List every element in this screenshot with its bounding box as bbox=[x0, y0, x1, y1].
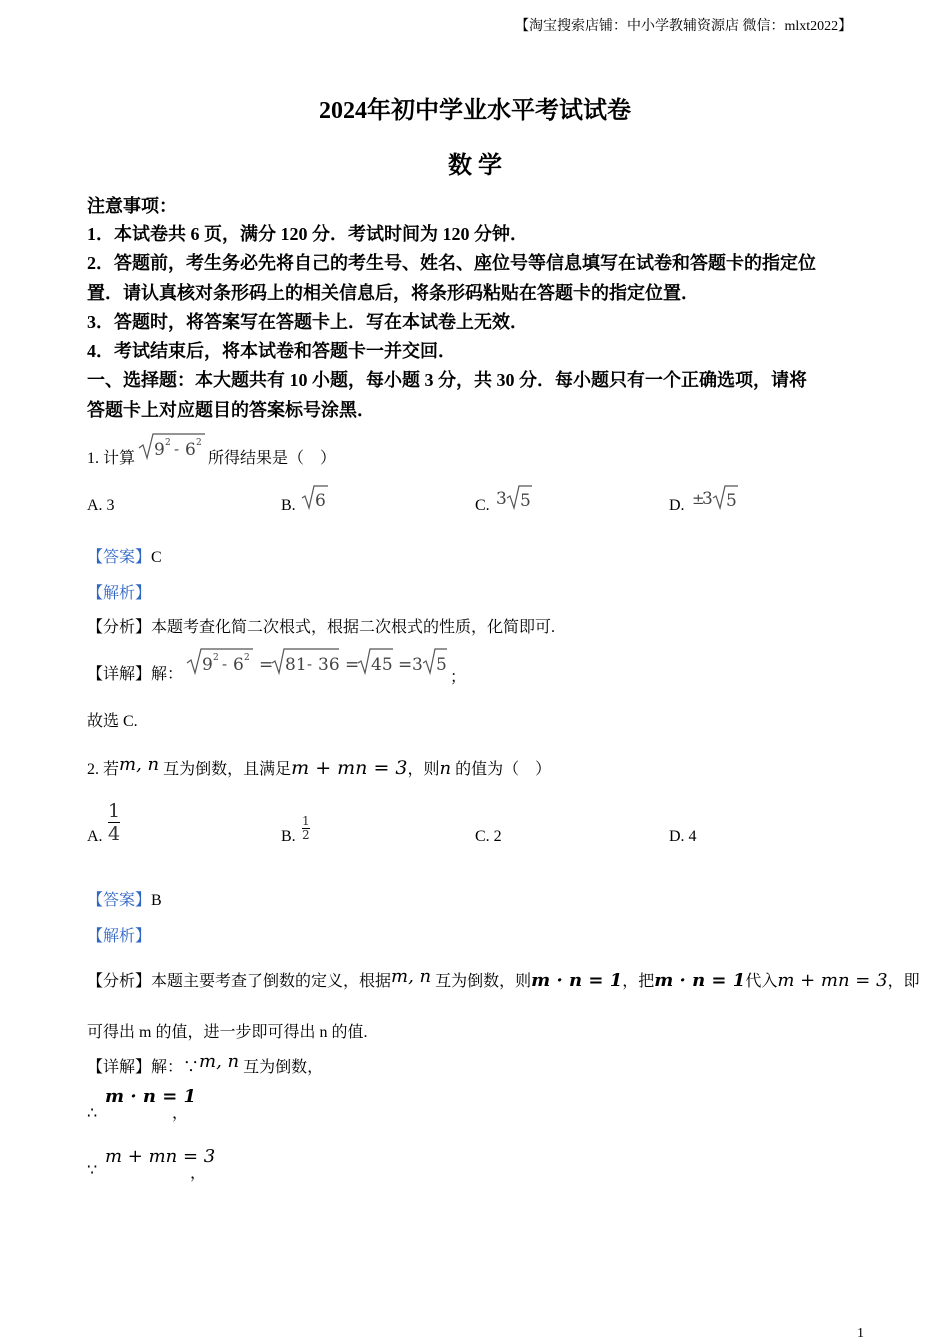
svg-text:6: 6 bbox=[185, 440, 196, 460]
q2-analysis-label: 【解析】 bbox=[87, 928, 152, 945]
svg-text:9: 9 bbox=[154, 440, 165, 460]
page-title: 2024年初中学业水平考试试卷 bbox=[319, 98, 631, 124]
q1-answer-row bbox=[87, 544, 162, 567]
fraction-denominator: 2 bbox=[302, 828, 310, 842]
q1-analysis-label: 【解析】 bbox=[87, 585, 152, 602]
q2-prefix: 2. 若 bbox=[87, 761, 120, 778]
q1-option-d-pm3sqrt5 bbox=[690, 482, 740, 512]
q1-analysis: 【分析】本题考查化简二次根式，根据二次根式的性质，化简即可. bbox=[87, 619, 556, 636]
svg-text:9: 9 bbox=[202, 655, 213, 675]
q2-suffix: 的值为（ ） bbox=[455, 761, 552, 778]
q2-analysis-mdotn: m · n = 1 bbox=[531, 970, 623, 991]
svg-text:3: 3 bbox=[496, 489, 507, 509]
svg-text:-: - bbox=[307, 655, 313, 673]
svg-text:3: 3 bbox=[412, 655, 423, 675]
q2-step2-equation: m + mn = 3 bbox=[105, 1146, 216, 1167]
q2-analysis-mn: m, n bbox=[391, 966, 432, 987]
subject-title: 数 学 bbox=[448, 153, 502, 179]
q2-then: ，则 bbox=[407, 761, 440, 778]
svg-text:±: ± bbox=[692, 490, 705, 508]
q1-option-c-label: C. bbox=[475, 497, 490, 514]
svg-text:5: 5 bbox=[520, 491, 531, 511]
svg-text:5: 5 bbox=[726, 491, 737, 511]
q2-detail-prefix: 【详解】解：∵ bbox=[87, 1059, 200, 1076]
q2-analysis-p5: ，即 bbox=[887, 973, 920, 990]
q2-detail-mn: m, n bbox=[199, 1051, 240, 1072]
q2-option-b-fraction bbox=[302, 815, 310, 842]
svg-text:81: 81 bbox=[285, 655, 307, 675]
notice-item-3: 3．答题时，将答案写在答题卡上．写在本试卷上无效． bbox=[87, 312, 528, 332]
fraction-numerator: 1 bbox=[108, 800, 121, 822]
notice-heading: 注意事项： bbox=[87, 196, 177, 216]
svg-text:45: 45 bbox=[371, 655, 393, 675]
q1-option-a: A. 3 bbox=[87, 497, 115, 514]
q1-prefix: 1. 计算 bbox=[87, 450, 136, 467]
svg-text:2: 2 bbox=[244, 653, 250, 663]
q2-analysis-p1: 【分析】本题主要考查了倒数的定义，根据 bbox=[87, 973, 392, 990]
q2-answer-row bbox=[87, 887, 162, 910]
page-number: 1 bbox=[857, 1326, 864, 1341]
answer-label: 【答案】 bbox=[87, 892, 152, 909]
q1-detail-suffix: ； bbox=[450, 669, 467, 686]
q1-detail-prefix: 【详解】解： bbox=[87, 666, 184, 683]
q2-analysis-p4: 代入 bbox=[745, 973, 778, 990]
q2-analysis-equation: m + mn = 3 bbox=[777, 970, 888, 991]
svg-text:-: - bbox=[222, 655, 228, 673]
notice-item-2: 2．答题前，考生务必先将自己的考生号、姓名、座位号等信息填写在试卷和答题卡的指定位 bbox=[87, 253, 816, 273]
q2-step1-equation: m · n = 1 bbox=[105, 1086, 197, 1107]
q2-analysis-mdotn-2: m · n = 1 bbox=[654, 970, 746, 991]
section1-line2: 答题卡上对应题目的答案标号涂黑． bbox=[87, 400, 375, 420]
fraction-denominator: 4 bbox=[108, 823, 121, 845]
svg-text:-: - bbox=[174, 440, 180, 458]
q2-option-b-label: B. bbox=[281, 828, 296, 845]
svg-text:36: 36 bbox=[318, 655, 340, 675]
section1-line1: 一、选择题：本大题共有 10 小题，每小题 3 分，共 30 分．每小题只有一个正确选项，请将 bbox=[87, 370, 807, 390]
q2-step1-comma: ， bbox=[172, 1105, 189, 1122]
q2-step1-symbol: ∴ bbox=[87, 1105, 98, 1122]
svg-text:6: 6 bbox=[315, 491, 326, 511]
q2-n: n bbox=[439, 758, 452, 779]
svg-text:5: 5 bbox=[436, 655, 447, 675]
notice-item-1: 1．本试卷共 6 页，满分 120 分．考试时间为 120 分钟． bbox=[87, 224, 528, 244]
svg-text:=: = bbox=[345, 655, 360, 675]
q1-option-d-label: D. bbox=[669, 497, 685, 514]
q1-suffix: 所得结果是（ ） bbox=[208, 450, 337, 467]
q2-analysis-line1 bbox=[87, 968, 920, 991]
q2-option-c: C. 2 bbox=[475, 828, 502, 845]
notice-item-4: 4．考试结束后，将本试卷和答题卡一并交回． bbox=[87, 341, 456, 361]
q2-detail-line bbox=[87, 1051, 324, 1077]
svg-text:=: = bbox=[259, 655, 274, 675]
q2-detail-mid: 互为倒数， bbox=[243, 1059, 324, 1076]
q2-option-a-fraction bbox=[108, 800, 120, 845]
q1-option-b-sqrt6 bbox=[300, 482, 330, 512]
q2-step2-symbol: ∵ bbox=[87, 1162, 98, 1179]
q2-question bbox=[87, 756, 551, 779]
notice-item-2-cont: 置．请认真核对条形码上的相关信息后，将条形码粘贴在答题卡的指定位置． bbox=[87, 283, 699, 303]
svg-text:3: 3 bbox=[702, 489, 713, 509]
q1-radical-expression bbox=[137, 430, 209, 464]
q2-mid: 互为倒数，且满足 bbox=[163, 761, 292, 778]
q1-conclusion: 故选 C. bbox=[87, 713, 138, 730]
q1-option-c-3sqrt5 bbox=[494, 482, 534, 512]
shop-note: 【淘宝搜索店铺：中小学教辅资源店 微信：mlxt2022】 bbox=[515, 19, 853, 34]
q2-analysis-p2: 互为倒数，则 bbox=[435, 973, 532, 990]
fraction-numerator: 1 bbox=[302, 814, 310, 828]
q2-option-a-label: A. bbox=[87, 828, 103, 845]
svg-text:6: 6 bbox=[233, 655, 244, 675]
answer-label: 【答案】 bbox=[87, 549, 152, 566]
q2-equation: m + mn = 3 bbox=[291, 757, 408, 779]
q2-step2-comma: ， bbox=[190, 1165, 207, 1182]
svg-text:=: = bbox=[398, 655, 413, 675]
q2-answer: B bbox=[151, 892, 162, 909]
q2-analysis-p3: ，把 bbox=[622, 973, 655, 990]
q2-analysis-line2: 可得出 m 的值，进一步即可得出 n 的值. bbox=[87, 1024, 368, 1041]
q1-option-b-label: B. bbox=[281, 497, 296, 514]
svg-text:2: 2 bbox=[196, 438, 202, 448]
q1-detail-equation bbox=[185, 645, 450, 679]
q1-answer: C bbox=[151, 549, 162, 566]
svg-text:2: 2 bbox=[165, 438, 171, 448]
svg-text:2: 2 bbox=[213, 653, 219, 663]
q2-mn: m, n bbox=[119, 754, 160, 775]
q2-option-d: D. 4 bbox=[669, 828, 697, 845]
